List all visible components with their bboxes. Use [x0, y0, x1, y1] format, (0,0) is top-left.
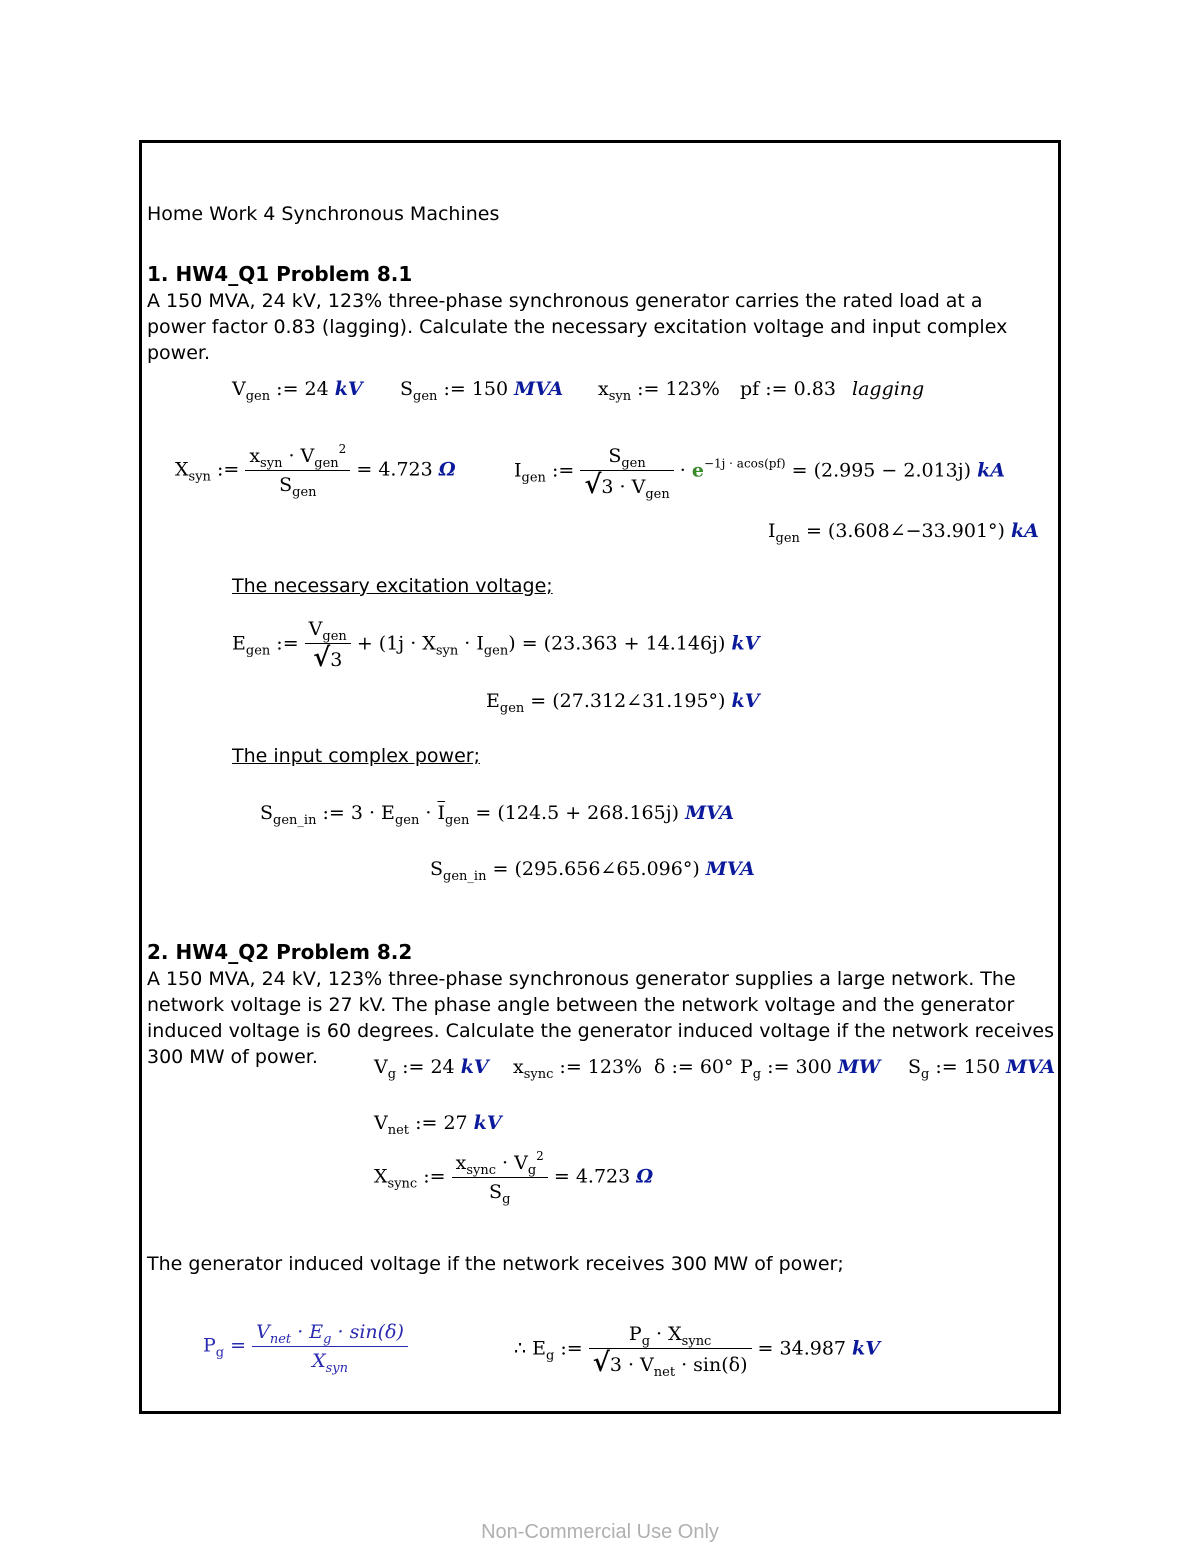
q1-text-line: power.: [147, 342, 211, 364]
q2-power-equation: $P_g$ = $\frac{V_{net} \cdot E_g \cdot \sin(\delta)}{X_{syn}}$: [203, 1320, 408, 1373]
q1-igen-formula: $I_{gen}$ := $\frac{S_{gen}}{√3 \cdot V_{gen}}$ · $e^{-1j \cdot acos(pf)} = (2.995 - 2.013j)$ kA: [514, 445, 1006, 502]
q1-power-label: The input complex power;: [232, 745, 480, 767]
q1-heading: 1. HW4_Q1 Problem 8.1: [147, 262, 413, 286]
q2-eg-formula: ∴ $E_g$ := $\frac{P_g \cdot X_{sync}}{√3 \cdot V_{net} \cdot \sin(\delta)}$ = 34.987 kV: [514, 1323, 880, 1380]
q1-egen-formula: $E_{gen}$ := $\frac{V_{gen}}{√3}$ + $(1j \cdot X_{syn} \cdot I_{gen}) = (23.363 + 14.146j)$ kV: [232, 618, 760, 673]
q2-xsync-formula: $X_{sync}$ := $\frac{x_{sync} \cdot V_g^2}{S_g}$ = 4.723 Ω: [374, 1149, 654, 1207]
q1-sgen-polar: $S_{gen\_in}$ = (295.656∠65.096°) MVA: [430, 858, 755, 884]
q2-text-line: induced voltage is 60 degrees. Calculate the generator induced voltage if the network receives: [147, 1020, 1054, 1042]
q1-sgen-formula: $S_{gen\_in}$ := $3 \cdot E_{gen} \cdot \overline{I}_{gen} = (124.5 + 268.165j)$ MVA: [260, 802, 735, 828]
q1-given-sgen: $S_{gen}$ := 150 MVA: [400, 378, 564, 404]
q1-text-line: power factor 0.83 (lagging). Calculate the necessary excitation voltage and input complex: [147, 316, 1008, 338]
q1-text-line: A 150 MVA, 24 kV, 123% three-phase synchronous generator carries the rated load at a: [147, 290, 983, 312]
q2-text-line: A 150 MVA, 24 kV, 123% three-phase synchronous generator supplies a large network. The: [147, 968, 1016, 990]
q1-igen-polar: $I_{gen}$ = (3.608∠−33.901°) kA: [768, 520, 1039, 546]
q1-given-pf: pf := 0.83: [740, 378, 836, 400]
q2-given-delta: δ := 60°: [654, 1056, 734, 1078]
q1-egen-polar: $E_{gen}$ = (27.312∠31.195°) kV: [486, 690, 760, 716]
q2-given-vg: $V_g$ := 24 kV: [374, 1056, 489, 1082]
q2-text-line: network voltage is 27 kV. The phase angle between the network voltage and the generator: [147, 994, 1015, 1016]
q2-heading: 2. HW4_Q2 Problem 8.2: [147, 940, 413, 964]
page-title: Home Work 4 Synchronous Machines: [147, 203, 500, 225]
q2-given-sg: $S_g$ := 150 MVA: [908, 1056, 1056, 1082]
q2-given-xsync: $x_{sync}$ := 123%: [513, 1056, 643, 1082]
q1-given-xsyn: $x_{syn}$ := 123%: [598, 378, 720, 404]
q1-lagging: lagging: [852, 378, 925, 400]
q2-text-line: 300 MW of power.: [147, 1046, 318, 1068]
q1-excitation-label: The necessary excitation voltage;: [232, 575, 553, 597]
q1-xsyn-formula: $X_{syn}$ := $\frac{x_{syn} \cdot V_{gen}^2}{S_{gen}}$ = 4.723 Ω: [175, 442, 456, 500]
q2-given-pg: $P_g$ := 300 MW: [740, 1056, 881, 1082]
q2-vnet: $V_{net}$ := 27 kV: [374, 1112, 502, 1138]
watermark-footer: Non-Commercial Use Only: [481, 1521, 719, 1543]
q2-label: The generator induced voltage if the network receives 300 MW of power;: [147, 1253, 844, 1275]
q1-given-vgen: $V_{gen}$ := 24 kV: [232, 378, 363, 404]
